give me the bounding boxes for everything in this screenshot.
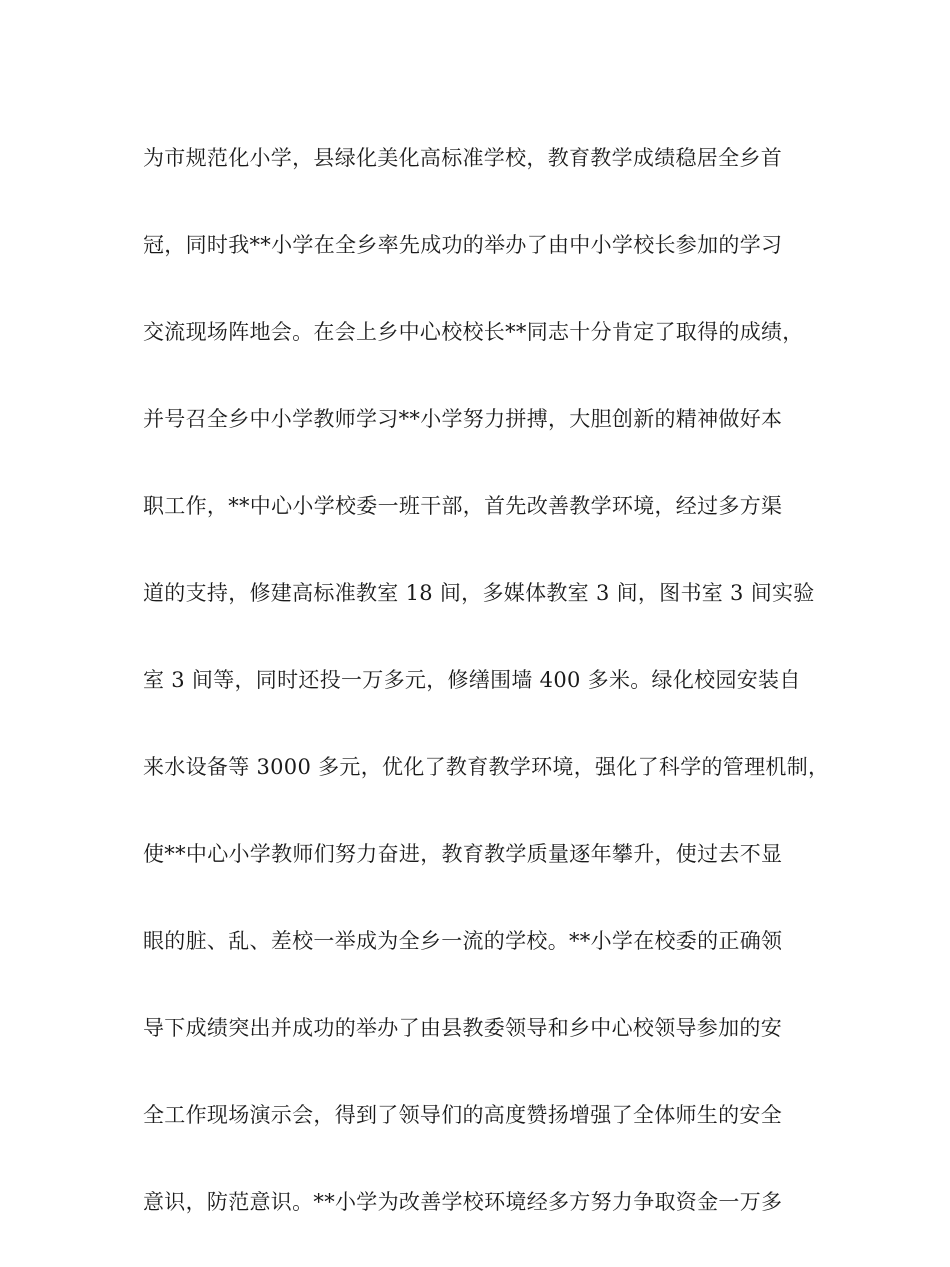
text-line: 意识，防范意识。**小学为改善学校环境经多方努力争取资金一万多 bbox=[143, 1190, 783, 1214]
text-line: 交流现场阵地会。在会上乡中心校校长**同志十分肯定了取得的成绩， bbox=[143, 320, 804, 344]
text-line: 并号召全乡中小学教师学习**小学努力拼搏，大胆创新的精神做好本 bbox=[143, 407, 783, 431]
text-line: 眼的脏、乱、差校一举成为全乡一流的学校。**小学在校委的正确领 bbox=[143, 929, 783, 953]
text-line: 使**中心小学教师们努力奋进，教育教学质量逐年攀升，使过去不显 bbox=[143, 842, 783, 866]
text-line: 冠，同时我**小学在全乡率先成功的举办了由中小学校长参加的学习 bbox=[143, 233, 783, 257]
text-line: 全工作现场演示会，得到了领导们的高度赞扬增强了全体师生的安全 bbox=[143, 1103, 782, 1127]
text-line: 来水设备等 3000 多元，优化了教育教学环境，强化了科学的管理机制， bbox=[143, 755, 830, 779]
text-line: 为市规范化小学，县绿化美化高标准学校，教育教学成绩稳居全乡首 bbox=[143, 146, 782, 170]
text-line: 室 3 间等，同时还投一万多元，修缮围墙 400 多米。绿化校园安装自 bbox=[143, 668, 801, 692]
text-line: 导下成绩突出并成功的举办了由县教委领导和乡中心校领导参加的安 bbox=[143, 1016, 782, 1040]
text-line: 道的支持，修建高标准教室 18 间，多媒体教室 3 间，图书室 3 间实验 bbox=[143, 581, 815, 605]
text-line: 职工作，**中心小学校委一班干部，首先改善教学环境，经过多方渠 bbox=[143, 494, 783, 518]
body-paragraph bbox=[143, 136, 833, 1267]
